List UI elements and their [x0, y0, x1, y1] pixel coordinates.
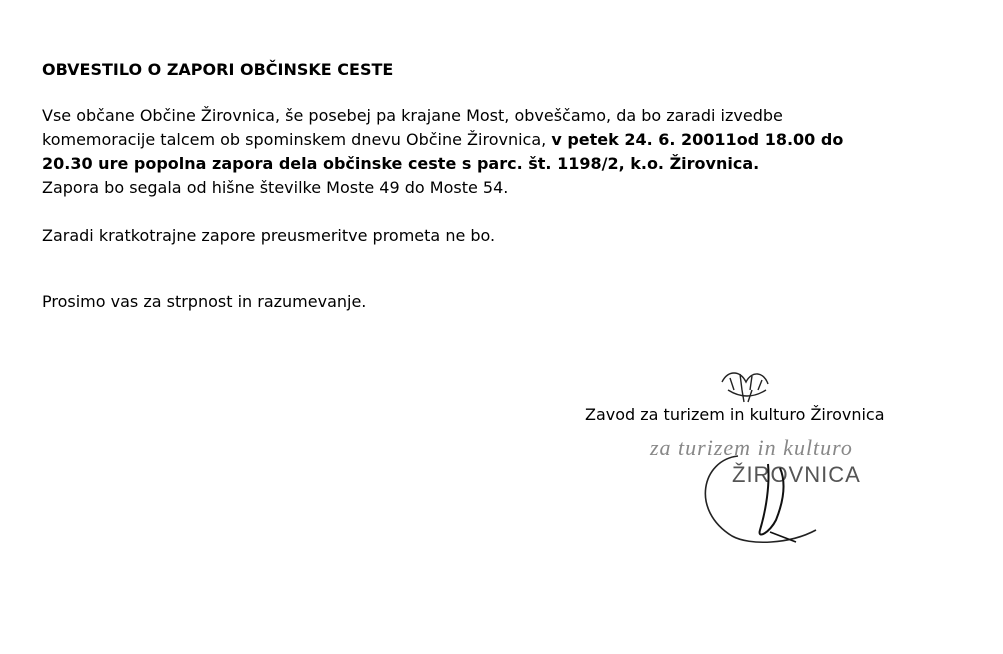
- document-title: OBVESTILO O ZAPORI OBČINSKE CESTE: [42, 60, 394, 79]
- notice-line-2-bold: v petek 24. 6. 20011od 18.00 do: [551, 130, 844, 149]
- stamp-graphic: [620, 360, 920, 560]
- traffic-paragraph: Zaradi kratkotrajne zapore preusmeritve prometa ne bo.: [42, 226, 496, 245]
- notice-line-1: Vse občane Občine Žirovnica, še posebej pa krajane Most, obveščamo, da bo zaradi izvedbe: [42, 106, 783, 125]
- institution-stamp: [620, 360, 920, 560]
- closing-paragraph: Prosimo vas za strpnost in razumevanje.: [42, 292, 367, 311]
- issuer-signature: Zavod za turizem in kulturo Žirovnica: [585, 405, 885, 424]
- notice-paragraph: [42, 104, 942, 200]
- notice-line-4: Zapora bo segala od hišne številke Moste 49 do Moste 54.: [42, 178, 509, 197]
- notice-line-2: [42, 128, 942, 152]
- stamp-line-1: za turizem in kulturo: [650, 435, 853, 460]
- notice-line-3: 20.30 ure popolna zapora dela občinske ceste s parc. št. 1198/2, k.o. Žirovnica.: [42, 154, 760, 173]
- crest-icon: [722, 373, 768, 402]
- stamp-line-2: ŽIROVNICA: [732, 462, 861, 487]
- notice-line-2-text: komemoracije talcem ob spominskem dnevu Občine Žirovnica,: [42, 130, 552, 149]
